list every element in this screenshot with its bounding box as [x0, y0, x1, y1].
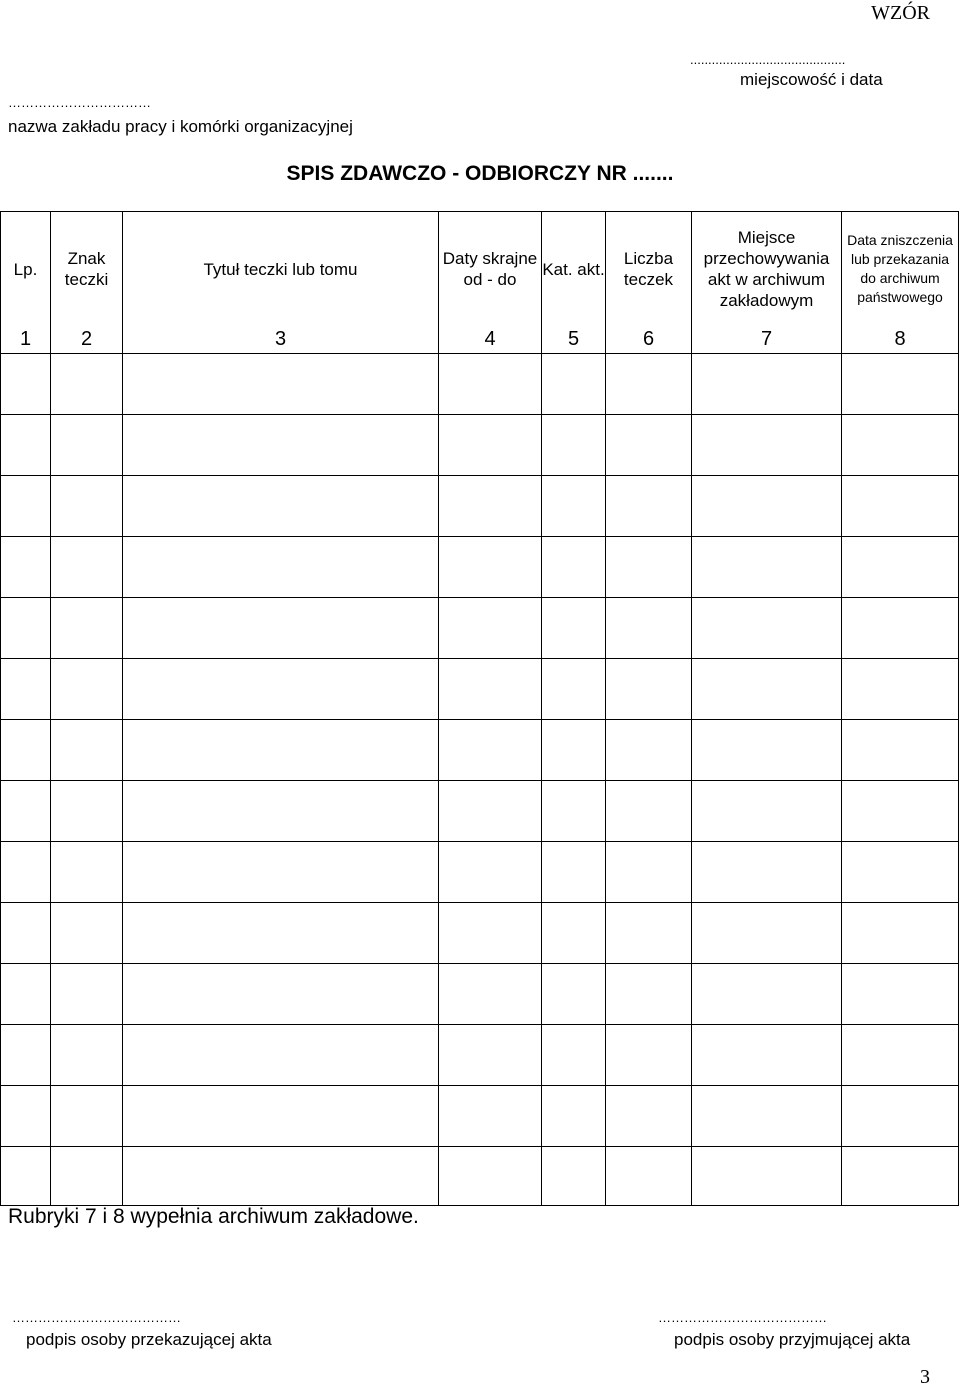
table-cell[interactable]	[606, 415, 692, 476]
table-cell[interactable]	[542, 720, 606, 781]
table-cell[interactable]	[542, 415, 606, 476]
table-cell[interactable]	[606, 903, 692, 964]
table-cell[interactable]	[542, 476, 606, 537]
table-cell[interactable]	[123, 842, 439, 903]
column-number: 3	[123, 326, 439, 354]
table-cell[interactable]	[123, 720, 439, 781]
table-cell[interactable]	[692, 598, 842, 659]
table-cell[interactable]	[542, 1147, 606, 1206]
table-cell[interactable]	[1, 903, 51, 964]
table-cell[interactable]	[542, 354, 606, 415]
table-cell[interactable]	[542, 1025, 606, 1086]
table-cell[interactable]	[1, 842, 51, 903]
table-cell[interactable]	[606, 537, 692, 598]
header-data: Data zniszczenia lub przekazania do archiwum państwowego	[842, 212, 959, 327]
table-cell[interactable]	[842, 903, 959, 964]
table-cell[interactable]	[439, 476, 542, 537]
table-row	[1, 476, 959, 537]
table-row	[1, 964, 959, 1025]
table-cell[interactable]	[842, 537, 959, 598]
column-number: 8	[842, 326, 959, 354]
table-cell[interactable]	[51, 1086, 123, 1147]
table-cell[interactable]	[51, 659, 123, 720]
table-row	[1, 1086, 959, 1147]
table-cell[interactable]	[1, 354, 51, 415]
column-number: 5	[542, 326, 606, 354]
table-cell[interactable]	[439, 781, 542, 842]
table-cell[interactable]	[439, 415, 542, 476]
table-cell[interactable]	[692, 1147, 842, 1206]
template-label: WZÓR	[871, 2, 930, 24]
column-number: 4	[439, 326, 542, 354]
table-cell[interactable]	[606, 354, 692, 415]
signature-left-label: podpis osoby przekazującej akta	[26, 1330, 272, 1349]
table-cell[interactable]	[1, 537, 51, 598]
table-cell[interactable]	[542, 842, 606, 903]
table-cell[interactable]	[542, 903, 606, 964]
column-number: 7	[692, 326, 842, 354]
table-cell[interactable]	[542, 1086, 606, 1147]
table-cell[interactable]	[51, 598, 123, 659]
table-row	[1, 720, 959, 781]
table-cell[interactable]	[692, 659, 842, 720]
header-miejsce: Miejsce przechowywania akt w archiwum zakładowym	[692, 212, 842, 327]
table-cell[interactable]	[842, 781, 959, 842]
table-cell[interactable]	[123, 1025, 439, 1086]
page-number: 3	[920, 1366, 930, 1388]
place-date-dots: ...........................................	[690, 52, 846, 67]
table-cell[interactable]	[842, 1025, 959, 1086]
table-row	[1, 659, 959, 720]
table-cell[interactable]	[51, 720, 123, 781]
table-cell[interactable]	[842, 842, 959, 903]
table-cell[interactable]	[542, 598, 606, 659]
table-cell[interactable]	[842, 598, 959, 659]
header-row	[1, 212, 959, 327]
table-cell[interactable]	[1, 781, 51, 842]
column-number: 1	[1, 326, 51, 354]
table-cell[interactable]	[606, 781, 692, 842]
table-cell[interactable]	[692, 781, 842, 842]
table-cell[interactable]	[692, 720, 842, 781]
table-cell[interactable]	[692, 415, 842, 476]
header-lp: Lp.	[1, 212, 51, 327]
table-cell[interactable]	[842, 476, 959, 537]
table-cell[interactable]	[1, 1025, 51, 1086]
footnote: Rubryki 7 i 8 wypełnia archiwum zakładowe.	[8, 1205, 419, 1228]
table-cell[interactable]	[123, 354, 439, 415]
table-cell[interactable]	[439, 537, 542, 598]
table-cell[interactable]	[123, 781, 439, 842]
table-cell[interactable]	[606, 1086, 692, 1147]
table-cell[interactable]	[51, 903, 123, 964]
place-date-label: miejscowość i data	[740, 70, 883, 89]
table-cell[interactable]	[606, 598, 692, 659]
table-cell[interactable]	[1, 964, 51, 1025]
table-cell[interactable]	[123, 659, 439, 720]
table-cell[interactable]	[692, 842, 842, 903]
table-cell[interactable]	[606, 1025, 692, 1086]
table-cell[interactable]	[439, 659, 542, 720]
table-cell[interactable]	[51, 842, 123, 903]
table-cell[interactable]	[606, 476, 692, 537]
table-cell[interactable]	[606, 1147, 692, 1206]
table-row	[1, 354, 959, 415]
table-cell[interactable]	[439, 903, 542, 964]
table-row	[1, 903, 959, 964]
table-cell[interactable]	[1, 598, 51, 659]
table-cell[interactable]	[439, 1147, 542, 1206]
table-row	[1, 842, 959, 903]
table-cell[interactable]	[842, 1086, 959, 1147]
table-cell[interactable]	[439, 964, 542, 1025]
table-row	[1, 598, 959, 659]
table-cell[interactable]	[606, 964, 692, 1025]
signature-right-label: podpis osoby przyjmującej akta	[674, 1330, 911, 1349]
table-cell[interactable]	[606, 659, 692, 720]
table-cell[interactable]	[439, 354, 542, 415]
column-number-row	[1, 326, 959, 354]
table-cell[interactable]	[542, 964, 606, 1025]
table-cell[interactable]	[842, 415, 959, 476]
table-cell[interactable]	[542, 537, 606, 598]
column-number: 2	[51, 326, 123, 354]
table-cell[interactable]	[123, 964, 439, 1025]
table-cell[interactable]	[51, 415, 123, 476]
table-cell[interactable]	[692, 1086, 842, 1147]
table-cell[interactable]	[51, 354, 123, 415]
table-cell[interactable]	[51, 476, 123, 537]
table-cell[interactable]	[542, 781, 606, 842]
table-cell[interactable]	[51, 1025, 123, 1086]
table-cell[interactable]	[439, 842, 542, 903]
organization-label: nazwa zakładu pracy i komórki organizacyjnej	[8, 117, 353, 136]
table-cell[interactable]	[1, 720, 51, 781]
table-row	[1, 1147, 959, 1206]
table-cell[interactable]	[1, 1147, 51, 1206]
table-cell[interactable]	[51, 781, 123, 842]
table-cell[interactable]	[692, 964, 842, 1025]
table-cell[interactable]	[692, 476, 842, 537]
table-row	[1, 1025, 959, 1086]
signature-left-dots: …………………………………	[12, 1310, 181, 1325]
organization-dots: ……………………………	[8, 95, 151, 110]
table-cell[interactable]	[842, 964, 959, 1025]
table-cell[interactable]	[1, 415, 51, 476]
table-cell[interactable]	[51, 537, 123, 598]
table-cell[interactable]	[606, 720, 692, 781]
table-cell[interactable]	[1, 1086, 51, 1147]
table-cell[interactable]	[439, 1025, 542, 1086]
table-cell[interactable]	[123, 415, 439, 476]
table-cell[interactable]	[842, 354, 959, 415]
table-cell[interactable]	[606, 842, 692, 903]
table-row	[1, 537, 959, 598]
signature-right-dots: …………………………………	[658, 1310, 827, 1325]
table-cell[interactable]	[842, 1147, 959, 1206]
table-cell[interactable]	[692, 354, 842, 415]
document-title: SPIS ZDAWCZO - ODBIORCZY NR .......	[286, 162, 674, 185]
table-cell[interactable]	[51, 964, 123, 1025]
table-cell[interactable]	[123, 1086, 439, 1147]
table-cell[interactable]	[123, 903, 439, 964]
table-cell[interactable]	[123, 537, 439, 598]
table-cell[interactable]	[542, 659, 606, 720]
column-number: 6	[606, 326, 692, 354]
table-cell[interactable]	[1, 476, 51, 537]
header-daty: Daty skrajne od - do	[439, 212, 542, 327]
header-liczba: Liczba teczek	[606, 212, 692, 327]
table-cell[interactable]	[123, 1147, 439, 1206]
table-row	[1, 781, 959, 842]
table-cell[interactable]	[439, 598, 542, 659]
table-cell[interactable]	[692, 903, 842, 964]
table-cell[interactable]	[1, 659, 51, 720]
table-cell[interactable]	[842, 659, 959, 720]
header-tytul: Tytuł teczki lub tomu	[123, 212, 439, 327]
table-cell[interactable]	[123, 598, 439, 659]
header-znak: Znak teczki	[51, 212, 123, 327]
table-cell[interactable]	[439, 1086, 542, 1147]
table-cell[interactable]	[51, 1147, 123, 1206]
table-row	[1, 415, 959, 476]
table-cell[interactable]	[439, 720, 542, 781]
inventory-table	[0, 211, 959, 1206]
table-cell[interactable]	[692, 1025, 842, 1086]
table-cell[interactable]	[123, 476, 439, 537]
header-kat: Kat. akt.	[542, 212, 606, 327]
table-cell[interactable]	[842, 720, 959, 781]
table-cell[interactable]	[692, 537, 842, 598]
